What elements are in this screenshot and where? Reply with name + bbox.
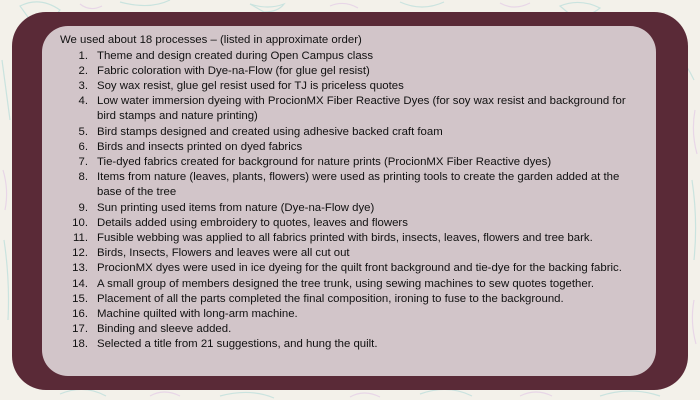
- step-number: 11.: [73, 231, 88, 244]
- process-step: [60, 140, 642, 155]
- step-text: Theme and design created during Open Campus class: [97, 49, 374, 62]
- process-step: [60, 155, 642, 170]
- intro-text: We used about 18 processes – (listed in approximate order): [60, 34, 362, 46]
- step-number: 2.: [78, 64, 88, 77]
- step-text: Soy wax resist, glue gel resist used for TJ is priceless quotes: [97, 79, 404, 92]
- process-step: [60, 216, 642, 231]
- step-text: Machine quilted with long-arm machine.: [97, 307, 298, 320]
- step-number: 4.: [78, 95, 88, 108]
- process-step: [60, 277, 642, 292]
- step-text: Selected a title from 21 suggestions, and hung the quilt.: [97, 338, 378, 351]
- step-number: 5.: [78, 125, 88, 138]
- process-step: [60, 201, 642, 216]
- step-number: 7.: [78, 155, 88, 168]
- step-text: Fabric coloration with Dye-na-Flow (for glue gel resist): [97, 64, 370, 77]
- step-number: 6.: [78, 140, 88, 153]
- step-number: 3.: [78, 79, 88, 92]
- process-step: [60, 307, 642, 322]
- step-text: ProcionMX dyes were used in ice dyeing for the quilt front background and tie-dye for the backing fabric.: [97, 262, 622, 275]
- process-step: [60, 79, 642, 94]
- process-steps-list: [60, 49, 642, 353]
- step-text: Bird stamps designed and created using adhesive backed craft foam: [97, 125, 443, 138]
- step-text: Binding and sleeve added.: [97, 323, 232, 336]
- step-text: Low water immersion dyeing with ProcionMX Fiber Reactive Dyes (for soy wax resist and background for bird stamps and nature printing): [97, 95, 626, 123]
- process-step: [60, 170, 642, 200]
- step-number: 17.: [72, 323, 88, 336]
- process-step: [60, 49, 642, 64]
- step-number: 18.: [72, 338, 88, 351]
- step-text: Sun printing used items from nature (Dye-na-Flow dye): [97, 201, 375, 214]
- step-number: 14.: [72, 277, 88, 290]
- step-text: A small group of members designed the tree trunk, using sewing machines to sew quotes together.: [97, 277, 595, 290]
- step-text: Tie-dyed fabrics created for background for nature prints (ProcionMX Fiber Reactive dyes): [97, 155, 552, 168]
- step-text: Items from nature (leaves, plants, flowers) were used as printing tools to create the garden added at the base of the tree: [97, 171, 620, 199]
- step-number: 15.: [72, 292, 88, 305]
- step-number: 16.: [72, 307, 88, 320]
- process-step: [60, 125, 642, 140]
- step-number: 1.: [78, 49, 88, 62]
- step-number: 12.: [72, 247, 88, 260]
- step-text: Placement of all the parts completed the final composition, ironing to fuse to the background.: [97, 292, 564, 305]
- step-number: 9.: [78, 201, 88, 214]
- process-step: [60, 94, 642, 124]
- step-text: Birds, Insects, Flowers and leaves were all cut out: [97, 247, 350, 260]
- step-number: 13.: [72, 262, 88, 275]
- process-step: [60, 261, 642, 276]
- step-number: 10.: [72, 216, 88, 229]
- process-step: [60, 337, 642, 352]
- process-step: [60, 292, 642, 307]
- process-step: [60, 246, 642, 261]
- process-list-panel: [42, 26, 656, 376]
- process-step: [60, 231, 642, 246]
- step-text: Fusible webbing was applied to all fabrics printed with birds, insects, leaves, flowers and tree bark.: [97, 231, 593, 244]
- step-number: 8.: [78, 171, 88, 184]
- step-text: Birds and insects printed on dyed fabrics: [97, 140, 303, 153]
- step-text: Details added using embroidery to quotes, leaves and flowers: [97, 216, 408, 229]
- process-step: [60, 64, 642, 79]
- process-step: [60, 322, 642, 337]
